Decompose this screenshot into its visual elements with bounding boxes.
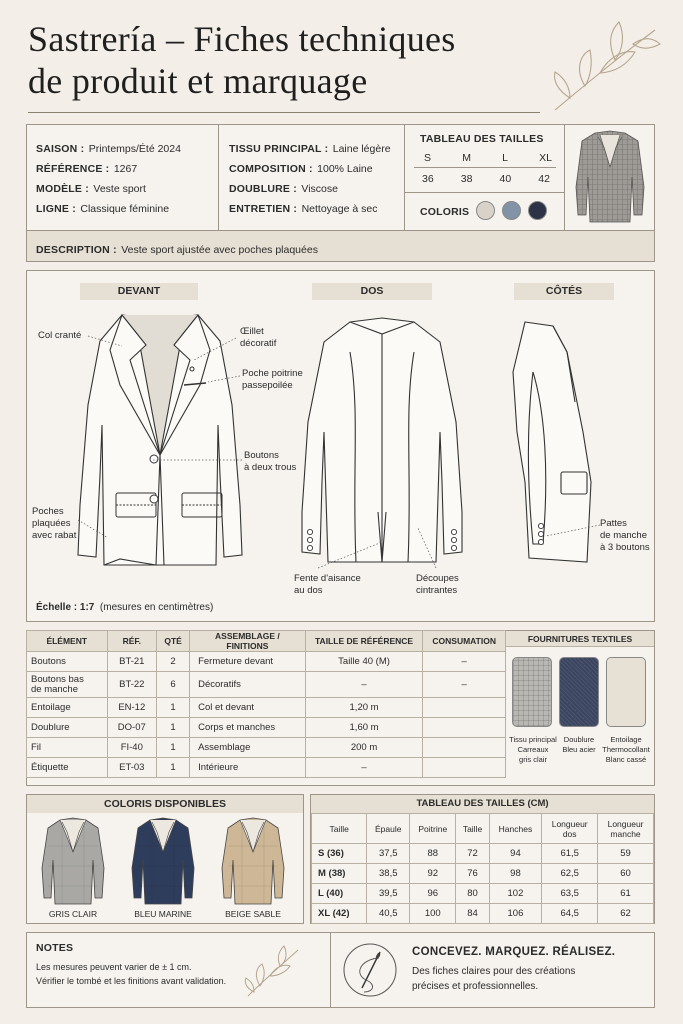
bom-th: ASSEMBLAGE / FINITIONS xyxy=(190,631,306,652)
size-chart-cell: 64,5 xyxy=(542,904,598,924)
bom-cell: BT-21 xyxy=(107,652,157,672)
color-swatch-light xyxy=(476,201,495,220)
bom-cell xyxy=(423,698,506,718)
size-chart-cell: 63,5 xyxy=(542,884,598,904)
bom-cell: – xyxy=(305,758,423,778)
size-chart-row xyxy=(312,904,654,924)
info-divider-1 xyxy=(218,124,219,230)
bom-cell: EN-12 xyxy=(107,698,157,718)
bom-cell: Fil xyxy=(27,738,108,758)
promo-heading: CONCEVEZ. MARQUEZ. RÉALISEZ. xyxy=(412,946,616,958)
size-chart-cell: 39,5 xyxy=(367,884,410,904)
notes-line-1: Les mesures peuvent varier de ± 1 cm. xyxy=(36,962,192,972)
size-chart-row xyxy=(312,884,654,904)
size-chart-th: Taille xyxy=(312,814,367,844)
info-divider-3 xyxy=(564,124,565,230)
size-chart-cell: 62 xyxy=(598,904,654,924)
bom-row xyxy=(27,718,506,738)
bom-header-row xyxy=(27,631,506,652)
bom-cell: Taille 40 (M) xyxy=(305,652,423,672)
description-field: DESCRIPTION : Veste sport ajustée avec poches plaquées xyxy=(36,244,318,256)
bom-cell: Décoratifs xyxy=(190,672,306,698)
bom-cell: Boutons xyxy=(27,652,108,672)
size-chart-cell: 37,5 xyxy=(367,844,410,864)
colorway-jacket xyxy=(40,816,106,906)
color-swatch-steel xyxy=(502,201,521,220)
bom-cell: Corps et manches xyxy=(190,718,306,738)
callout-poches: Poches plaquées avec rabat xyxy=(32,506,77,541)
sizes-title: TABLEAU DES TAILLES xyxy=(420,133,544,145)
bom-th: RÉF. xyxy=(107,631,157,652)
size-chart-cell: 80 xyxy=(456,884,489,904)
callout-fente: Fente d'aisance au dos xyxy=(294,573,361,596)
size-chart-th: Poitrine xyxy=(410,814,456,844)
notes-line-2: Vérifier le tombé et les finitions avant validation. xyxy=(36,976,227,986)
bom-row xyxy=(27,652,506,672)
size-chart-cell: 88 xyxy=(410,844,456,864)
fabric-caption: Doublure Bleu acier xyxy=(562,735,596,754)
callout-boutons: Boutons à deux trous xyxy=(244,450,297,473)
promo-line-2: précises et professionnelles. xyxy=(412,981,539,992)
bom-row xyxy=(27,758,506,778)
bom-th: QTÉ xyxy=(157,631,190,652)
entretien-field: ENTRETIEN : Nettoyage à sec xyxy=(229,203,378,215)
bom-cell: 200 m xyxy=(305,738,423,758)
colorway-jacket xyxy=(220,816,286,906)
colorway-name: GRIS CLAIR xyxy=(48,909,98,919)
bom-cell: Étiquette xyxy=(27,758,108,778)
coloris-rule xyxy=(404,192,564,193)
bom-cell: – xyxy=(305,672,423,698)
composition-field: COMPOSITION : 100% Laine xyxy=(229,163,373,175)
callout-leaders xyxy=(26,270,655,622)
size-chart-cell: 61,5 xyxy=(542,844,598,864)
bom-th: TAILLE DE RÉFÉRENCE xyxy=(305,631,423,652)
fabric-caption: Entoilage Thermocollant Blanc cassé xyxy=(602,735,650,764)
title-line-1: Sastrería – Fiches techniques xyxy=(28,19,456,59)
needle-thread-icon xyxy=(340,940,400,1000)
leaf-sprig-icon xyxy=(242,942,304,1002)
size-chart-cell: 100 xyxy=(410,904,456,924)
size-chart-th: Taille xyxy=(456,814,489,844)
bom-cell: 1 xyxy=(157,718,190,738)
bom-cell xyxy=(423,758,506,778)
size-chart-cell: 94 xyxy=(489,844,542,864)
callout-col: Col cranté xyxy=(38,330,82,341)
size-chart-cell: 106 xyxy=(489,904,542,924)
bom-cell: – xyxy=(423,652,506,672)
product-thumbnail xyxy=(570,127,650,227)
size-letters: S M L XL xyxy=(424,152,552,164)
sizes-rule xyxy=(414,167,556,168)
bom-cell: – xyxy=(423,672,506,698)
size-chart-th: Hanches xyxy=(489,814,542,844)
title-divider xyxy=(28,112,540,113)
bom-cell: 1 xyxy=(157,758,190,778)
callout-decoupes: Découpes cintrantes xyxy=(416,573,459,596)
bom-cell: 1 xyxy=(157,698,190,718)
leaf-branch-icon xyxy=(545,10,665,120)
size-chart-cell: L (40) xyxy=(312,884,367,904)
size-chart-row xyxy=(312,844,654,864)
saison-field: SAISON : Printemps/Été 2024 xyxy=(36,143,181,155)
view-front-label: DEVANT xyxy=(80,283,198,300)
ligne-field: LIGNE : Classique féminine xyxy=(36,203,170,215)
title-line-2: de produit et marquage xyxy=(28,61,368,101)
bom-row xyxy=(27,698,506,718)
bom-cell xyxy=(423,738,506,758)
size-chart-cell: XL (42) xyxy=(312,904,367,924)
bom-cell: 1,20 m xyxy=(305,698,423,718)
bom-cell: Assemblage xyxy=(190,738,306,758)
modele-field: MODÈLE : Veste sport xyxy=(36,183,146,195)
bom-cell: FI-40 xyxy=(107,738,157,758)
fabrics-title: FOURNITURES TEXTILES xyxy=(506,631,654,647)
size-chart-th: Épaule xyxy=(367,814,410,844)
size-chart-header-row xyxy=(312,814,654,844)
size-chart-cell: S (36) xyxy=(312,844,367,864)
view-back-label: DOS xyxy=(312,283,432,300)
fabric-swatch-lining xyxy=(559,657,599,727)
size-chart-cell: 72 xyxy=(456,844,489,864)
bom-th: CONSUMATION xyxy=(423,631,506,652)
size-chart-th: Longueur manche xyxy=(598,814,654,844)
size-chart-cell: 61 xyxy=(598,884,654,904)
size-chart-cell: 98 xyxy=(489,864,542,884)
size-chart-row xyxy=(312,864,654,884)
size-chart-cell: 59 xyxy=(598,844,654,864)
colorway-jacket xyxy=(130,816,196,906)
fabric-caption: Tissu principal Carreaux gris clair xyxy=(509,735,557,764)
promo-line-1: Des fiches claires pour des créations xyxy=(412,966,576,977)
view-side-label: CÔTÉS xyxy=(514,283,614,300)
footer-divider xyxy=(330,932,331,1008)
reference-field: RÉFÉRENCE : 1267 xyxy=(36,163,138,175)
info-divider-2 xyxy=(404,124,405,230)
bom-cell: 1,60 m xyxy=(305,718,423,738)
bom-cell: Boutons bas de manche xyxy=(27,672,108,698)
bom-cell: BT-22 xyxy=(107,672,157,698)
tissu-field: TISSU PRINCIPAL : Laine légère xyxy=(229,143,391,155)
size-numbers: 36 38 40 42 xyxy=(422,173,550,185)
bom-table xyxy=(26,630,506,778)
size-chart-title: TABLEAU DES TAILLES (CM) xyxy=(311,795,654,813)
coloris-label: COLORIS xyxy=(420,206,470,218)
size-chart-cell: 92 xyxy=(410,864,456,884)
size-chart-cell: 38,5 xyxy=(367,864,410,884)
bom-cell: Entoilage xyxy=(27,698,108,718)
size-chart-cell: 60 xyxy=(598,864,654,884)
fabric-swatch-interfacing xyxy=(606,657,646,727)
callout-pattes: Pattes de manche à 3 boutons xyxy=(600,518,650,553)
size-chart-cell: 62,5 xyxy=(542,864,598,884)
bom-cell: Fermeture devant xyxy=(190,652,306,672)
callout-oeillet: Œillet décoratif xyxy=(240,326,277,349)
colorway-name: BEIGE SABLE xyxy=(225,909,281,919)
size-chart-th: Longueur dos xyxy=(542,814,598,844)
bom-cell xyxy=(423,718,506,738)
bom-cell: 1 xyxy=(157,738,190,758)
size-chart-cell: 84 xyxy=(456,904,489,924)
size-chart-cell: 40,5 xyxy=(367,904,410,924)
doublure-field: DOUBLURE : Viscose xyxy=(229,183,338,195)
bom-cell: Doublure xyxy=(27,718,108,738)
bom-cell: Col et devant xyxy=(190,698,306,718)
size-chart-cell: M (38) xyxy=(312,864,367,884)
scale-note: Échelle : 1:7 (mesures en centimètres) xyxy=(36,602,214,613)
page-title xyxy=(28,18,456,102)
size-chart-cell: 102 xyxy=(489,884,542,904)
size-chart-table xyxy=(311,813,654,924)
bom-row xyxy=(27,672,506,698)
bom-cell: ET-03 xyxy=(107,758,157,778)
color-swatch-navy xyxy=(528,201,547,220)
bom-cell: Intérieure xyxy=(190,758,306,778)
bom-cell: 6 xyxy=(157,672,190,698)
bom-row xyxy=(27,738,506,758)
size-chart-cell: 76 xyxy=(456,864,489,884)
size-chart-cell: 96 xyxy=(410,884,456,904)
bom-th: ÉLÉMENT xyxy=(27,631,108,652)
callout-poche-poitrine: Poche poitrine passepoilée xyxy=(242,368,303,391)
bom-cell: 2 xyxy=(157,652,190,672)
notes-title: NOTES xyxy=(36,942,74,954)
bom-cell: DO-07 xyxy=(107,718,157,738)
fabric-swatch-main xyxy=(512,657,552,727)
colorways-title: COLORIS DISPONIBLES xyxy=(27,795,303,813)
colorway-name: BLEU MARINE xyxy=(134,909,192,919)
